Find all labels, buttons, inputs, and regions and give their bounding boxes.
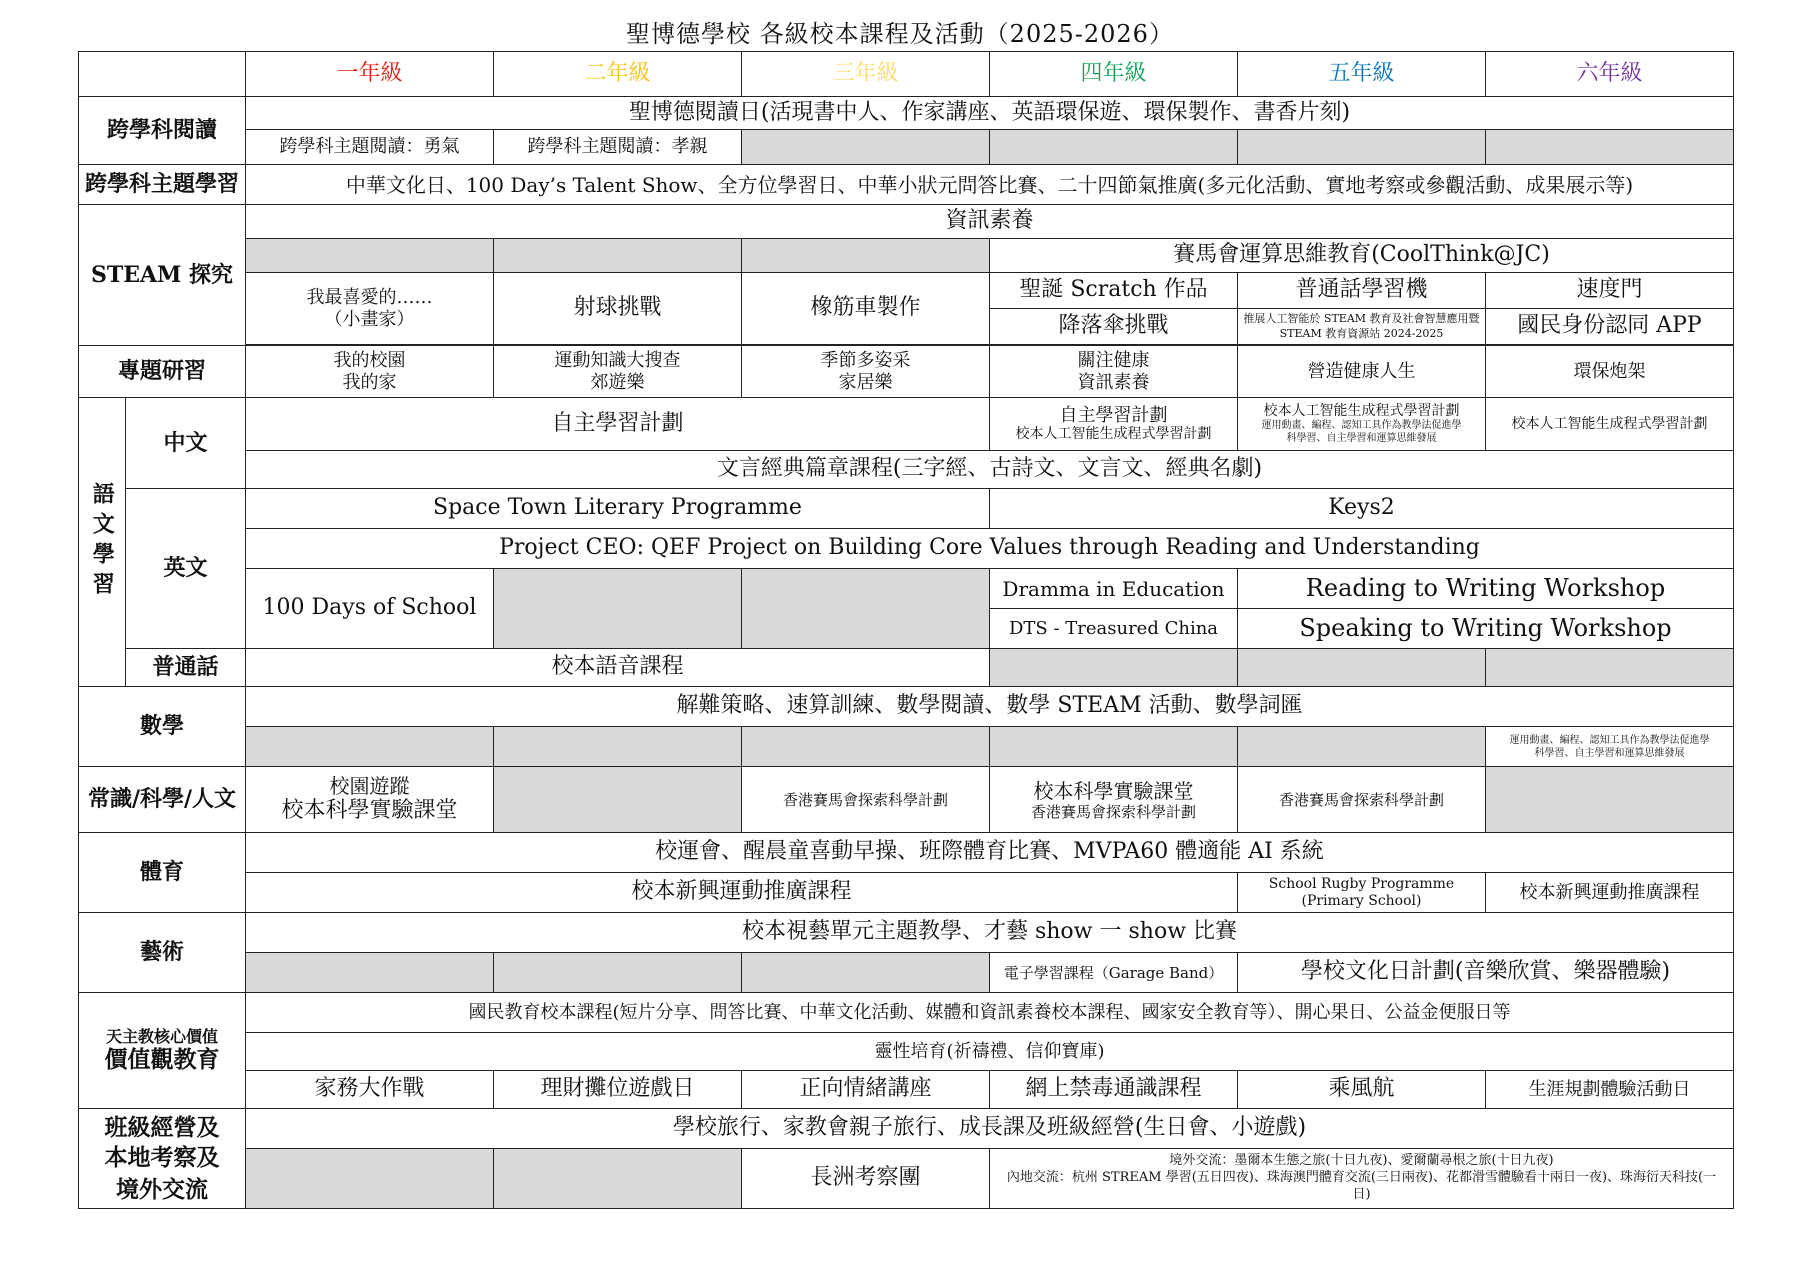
- values-p5: 乘風航: [1238, 1071, 1486, 1109]
- project-p3: [742, 346, 990, 398]
- pe-rugby-line1: School Rugby Programme: [1268, 875, 1455, 892]
- values-label-line2: 價值觀教育: [104, 1046, 220, 1074]
- class-mgmt-label-line1: 班級經營及: [104, 1113, 220, 1141]
- empty-cell: [246, 953, 494, 993]
- empty-cell: [246, 239, 494, 273]
- steam-p2: 射球挑戰: [494, 273, 742, 345]
- steam-p1-line2: （小畫家）: [324, 308, 415, 330]
- reading-label: 跨學科閱讀: [79, 97, 246, 165]
- arts-garage-band: 電子學習課程（Garage Band）: [990, 953, 1238, 993]
- steam-label: STEAM 探究: [79, 205, 246, 346]
- language-label: 語文學習: [79, 398, 126, 687]
- empty-cell: [990, 130, 1238, 165]
- values-p2: 理財攤位遊戲日: [494, 1071, 742, 1109]
- thematic-text: 中華文化日、100 Day’s Talent Show、全方位學習日、中華小狀元問答比賽、二十四節氣推廣(多元化活動、實地考察或參觀活動、成果展示等): [246, 165, 1734, 205]
- english-100-days: 100 Days of School: [246, 569, 494, 649]
- empty-cell: [494, 953, 742, 993]
- empty-cell: [494, 767, 742, 833]
- empty-cell: [742, 727, 990, 767]
- grade-5-header: 五年級: [1238, 52, 1486, 97]
- project-p3-line2: 家居樂: [838, 371, 893, 393]
- empty-cell: [1238, 727, 1486, 767]
- pe-text: 校運會、醒晨童喜動早操、班際體育比賽、MVPA60 體適能 AI 系統: [246, 833, 1734, 873]
- math-p6: [1486, 727, 1734, 767]
- math-label: 數學: [79, 687, 246, 767]
- chinese-p4-line1: 自主學習計劃: [1059, 404, 1168, 426]
- class-mgmt-exchange: [990, 1149, 1734, 1209]
- pe-p6: 校本新興運動推廣課程: [1486, 873, 1734, 913]
- arts-culture-day: 學校文化日計劃(音樂欣賞、樂器體驗): [1238, 953, 1734, 993]
- steam-p6a: 速度門: [1486, 273, 1734, 309]
- steam-p4a: 聖誕 Scratch 作品: [990, 273, 1238, 309]
- values-label-line1: 天主教核心價值: [105, 1027, 218, 1047]
- chinese-classics: 文言經典篇章課程(三字經、古詩文、文言文、經典名劇): [246, 451, 1734, 489]
- values-spiritual: 靈性培育(祈禱禮、信仰寶庫): [246, 1033, 1734, 1071]
- project-p1-line2: 我的家: [342, 371, 397, 393]
- science-label: 常識/科學/人文: [79, 767, 246, 833]
- project-p1-line1: 我的校園: [333, 349, 406, 371]
- empty-cell: [742, 569, 990, 649]
- english-reading-to-writing: Reading to Writing Workshop: [1238, 569, 1734, 609]
- math-p6-line1: 運用動畫、編程、認知工具作為教學法促進學: [1509, 734, 1710, 746]
- empty-cell: [1486, 767, 1734, 833]
- project-p4-line1: 關注健康: [1077, 349, 1150, 371]
- project-p1: [246, 346, 494, 398]
- chinese-p4: [990, 398, 1238, 451]
- steam-p5b: [1238, 309, 1486, 345]
- empty-cell: [742, 239, 990, 273]
- class-mgmt-mainland: 內地交流：杭州 STREAM 學習(五日四夜)、珠海澳門體育交流(三日兩夜)、花都滑雪體驗看十兩日一夜)、珠海衍天科技(一日): [1006, 1170, 1717, 1202]
- reading-p1: 跨學科主題閱讀：勇氣: [246, 130, 494, 165]
- project-p3-line1: 季節多姿采: [820, 349, 911, 371]
- science-p1: [246, 767, 494, 833]
- empty-cell: [494, 239, 742, 273]
- steam-info-literacy: 資訊素養: [246, 205, 1734, 239]
- empty-cell: [246, 727, 494, 767]
- project-p4-line2: 資訊素養: [1077, 371, 1150, 393]
- empty-cell: [1238, 130, 1486, 165]
- empty-cell: [990, 649, 1238, 687]
- thematic-label: 跨學科主題學習: [79, 165, 246, 205]
- project-p2: [494, 346, 742, 398]
- project-p2-line2: 郊遊樂: [590, 371, 645, 393]
- empty-cell: [742, 130, 990, 165]
- steam-p4b: 降落傘挑戰: [990, 309, 1238, 345]
- project-p4: [990, 346, 1238, 398]
- class-mgmt-cheung-chau: 長洲考察團: [742, 1149, 990, 1209]
- class-mgmt-overseas: 境外交流：墨爾本生態之旅(十日九夜)、愛爾蘭尋根之旅(十日九夜): [1169, 1153, 1554, 1169]
- science-p1-line2: 校本科學實驗課堂: [281, 798, 458, 824]
- class-mgmt-label: [79, 1109, 246, 1209]
- corner-cell: [79, 52, 246, 97]
- steam-coolthink: 賽馬會運算思維教育(CoolThink@JC): [990, 239, 1734, 273]
- values-p6: 生涯規劃體驗活動日: [1486, 1071, 1734, 1109]
- chinese-p5-line3: 科學習、自主學習和運算思維發展: [1286, 433, 1437, 445]
- grade-6-header: 六年級: [1486, 52, 1734, 97]
- class-mgmt-trips: 學校旅行、家教會親子旅行、成長課及班級經營(生日會、小遊戲): [246, 1109, 1734, 1149]
- science-p4-line2: 香港賽馬會探索科學計劃: [1030, 802, 1196, 821]
- math-p6-line2: 科學習、自主學習和運算思維發展: [1534, 747, 1685, 759]
- values-p4: 網上禁毒通識課程: [990, 1071, 1238, 1109]
- english-project-ceo: Project CEO: QEF Project on Building Core Values through Reading and Understanding: [246, 529, 1734, 569]
- science-p4: [990, 767, 1238, 833]
- page-title: 聖博德學校 各級校本課程及活動（2025-2026）: [626, 20, 1174, 48]
- chinese-p5-line2: 運用動畫、編程、認知工具作為教學法促進學: [1261, 420, 1462, 432]
- pe-rugby: [1238, 873, 1486, 913]
- steam-p3: 橡筋車製作: [742, 273, 990, 345]
- chinese-p4-line2: 校本人工智能生成程式學習計劃: [1015, 426, 1212, 443]
- values-national: 國民教育校本課程(短片分享、問答比賽、中華文化活動、媒體和資訊素養校本課程、國家安全教育等）、開心果日、公益金便服日等: [246, 993, 1734, 1033]
- reading-day: 聖博德閱讀日(活現書中人、作家講座、英語環保遊、環保製作、書香片刻): [246, 97, 1734, 130]
- steam-p1-line1: 我最喜愛的……: [306, 286, 433, 308]
- grade-header-row: [79, 52, 1734, 97]
- chinese-self-learning: 自主學習計劃: [246, 398, 990, 451]
- empty-cell: [494, 569, 742, 649]
- pe-new-sports: 校本新興運動推廣課程: [246, 873, 1238, 913]
- steam-p5b-line1: 推展人工智能於 STEAM 教育及社會智慧應用暨: [1243, 312, 1480, 326]
- empty-cell: [990, 727, 1238, 767]
- project-p6: 環保炮架: [1486, 346, 1734, 398]
- empty-cell: [246, 1149, 494, 1209]
- steam-p5a: 普通話學習機: [1238, 273, 1486, 309]
- pe-rugby-line2: (Primary School): [1301, 892, 1422, 909]
- empty-cell: [1486, 649, 1734, 687]
- empty-cell: [494, 727, 742, 767]
- empty-cell: [1486, 130, 1734, 165]
- empty-cell: [1238, 649, 1486, 687]
- empty-cell: [494, 1149, 742, 1209]
- english-label: 英文: [126, 489, 246, 649]
- science-p4-line1: 校本科學實驗課堂: [1033, 778, 1194, 803]
- arts-label: 藝術: [79, 913, 246, 993]
- project-label: 專題研習: [79, 346, 246, 398]
- project-p5: 營造健康人生: [1238, 346, 1486, 398]
- class-mgmt-label-line2: 本地考察及: [104, 1144, 220, 1172]
- science-p3: 香港賽馬會探索科學計劃: [742, 767, 990, 833]
- math-text: 解難策略、速算訓練、數學閱讀、數學 STEAM 活動、數學詞匯: [246, 687, 1734, 727]
- putonghua-label: 普通話: [126, 649, 246, 687]
- chinese-p6: 校本人工智能生成程式學習計劃: [1486, 398, 1734, 451]
- values-label: [79, 993, 246, 1109]
- empty-cell: [742, 953, 990, 993]
- values-p1: 家務大作戰: [246, 1071, 494, 1109]
- chinese-p5: [1238, 398, 1486, 451]
- chinese-p5-line1: 校本人工智能生成程式學習計劃: [1263, 402, 1460, 419]
- science-p1-line1: 校園遊蹤: [329, 774, 410, 799]
- steam-p6b: 國民身份認同 APP: [1486, 309, 1734, 345]
- putonghua-phonics: 校本語音課程: [246, 649, 990, 687]
- science-p5: 香港賽馬會探索科學計劃: [1238, 767, 1486, 833]
- class-mgmt-label-line3: 境外交流: [116, 1175, 208, 1203]
- project-p2-line1: 運動知識大搜查: [554, 349, 681, 371]
- curriculum-table: [78, 51, 1734, 1209]
- steam-p5b-line2: STEAM 教育資源站 2024-2025: [1279, 326, 1444, 340]
- grade-3-header: 三年級: [742, 52, 990, 97]
- arts-text: 校本視藝單元主題教學、才藝 show 一 show 比賽: [246, 913, 1734, 953]
- values-p3: 正向情緒講座: [742, 1071, 990, 1109]
- reading-p2: 跨學科主題閱讀：孝親: [494, 130, 742, 165]
- chinese-label: 中文: [126, 398, 246, 489]
- pe-label: 體育: [79, 833, 246, 913]
- steam-p1: [246, 273, 494, 345]
- grade-1-header: 一年級: [246, 52, 494, 97]
- english-drama: Dramma in Education: [990, 569, 1238, 609]
- grade-4-header: 四年級: [990, 52, 1238, 97]
- english-dts: DTS - Treasured China: [990, 609, 1238, 649]
- english-keys2: Keys2: [990, 489, 1734, 529]
- english-speaking-to-writing: Speaking to Writing Workshop: [1238, 609, 1734, 649]
- english-space-town: Space Town Literary Programme: [246, 489, 990, 529]
- grade-2-header: 二年級: [494, 52, 742, 97]
